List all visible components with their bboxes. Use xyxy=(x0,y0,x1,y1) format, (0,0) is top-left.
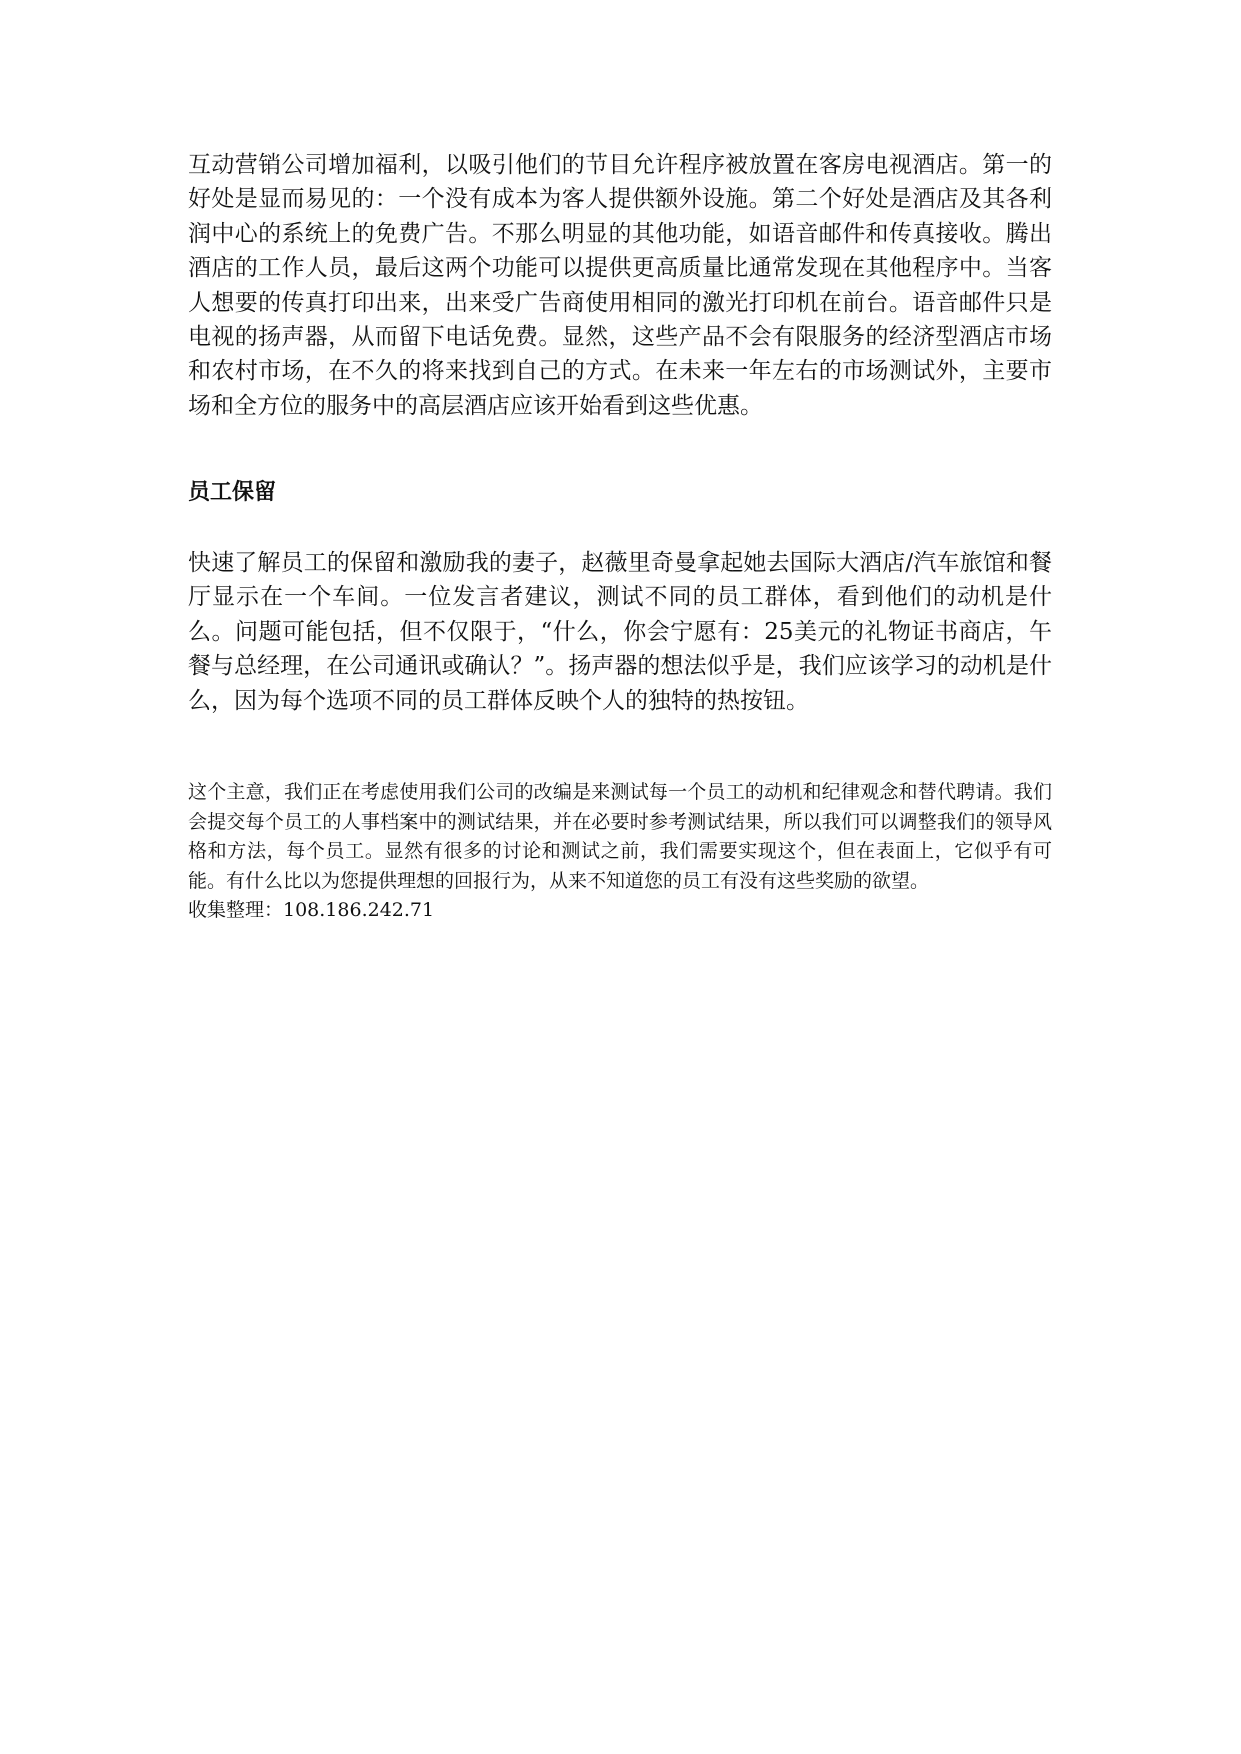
source-line: 收集整理：108.186.242.71 xyxy=(188,899,435,921)
document-page xyxy=(188,148,1052,926)
idea-paragraph: 这个主意，我们正在考虑使用我们公司的改编是来测试每一个员工的动机和纪律观念和替代聘请。我们会提交每个员工的人事档案中的测试结果，并在必要时参考测试结果，所以我们可以调整我们的领导风格和方法，每个员工。显然有很多的讨论和测试之前，我们需要实现这个，但在表面上，它似乎有可能。有什么比以为您提供理想的回报行为，从来不知道您的员工有没有这些奖励的欲望。 xyxy=(188,781,1052,892)
section-heading: 员工保留 xyxy=(188,480,277,505)
intro-paragraph: 互动营销公司增加福利，以吸引他们的节目允许程序被放置在客房电视酒店。第一的好处是显而易见的：一个没有成本为客人提供额外设施。第二个好处是酒店及其各利润中心的系统上的免费广告。不那么明显的其他功能，如语音邮件和传真接收。腾出酒店的工作人员，最后这两个功能可以提供更高质量比通常发现在其他程序中。当客人想要的传真打印出来，出来受广告商使用相同的激光打印机在前台。语音邮件只是电视的扬声器，从而留下电话免费。显然，这些产品不会有限服务的经济型酒店市场和农村市场，在不久的将来找到自己的方式。在未来一年左右的市场测试外，主要市场和全方位的服务中的高层酒店应该开始看到这些优惠。 xyxy=(188,152,1052,419)
retention-paragraph: 快速了解员工的保留和激励我的妻子，赵薇里奇曼拿起她去国际大酒店/汽车旅馆和餐厅显示在一个车间。一位发言者建议，测试不同的员工群体，看到他们的动机是什么。问题可能包括，但不仅限于，“什么，你会宁愿有：25美元的礼物证书商店，午餐与总经理，在公司通讯或确认？”。扬声器的想法似乎是，我们应该学习的动机是什么，因为每个选项不同的员工群体反映个人的独特的热按钮。 xyxy=(188,550,1052,714)
